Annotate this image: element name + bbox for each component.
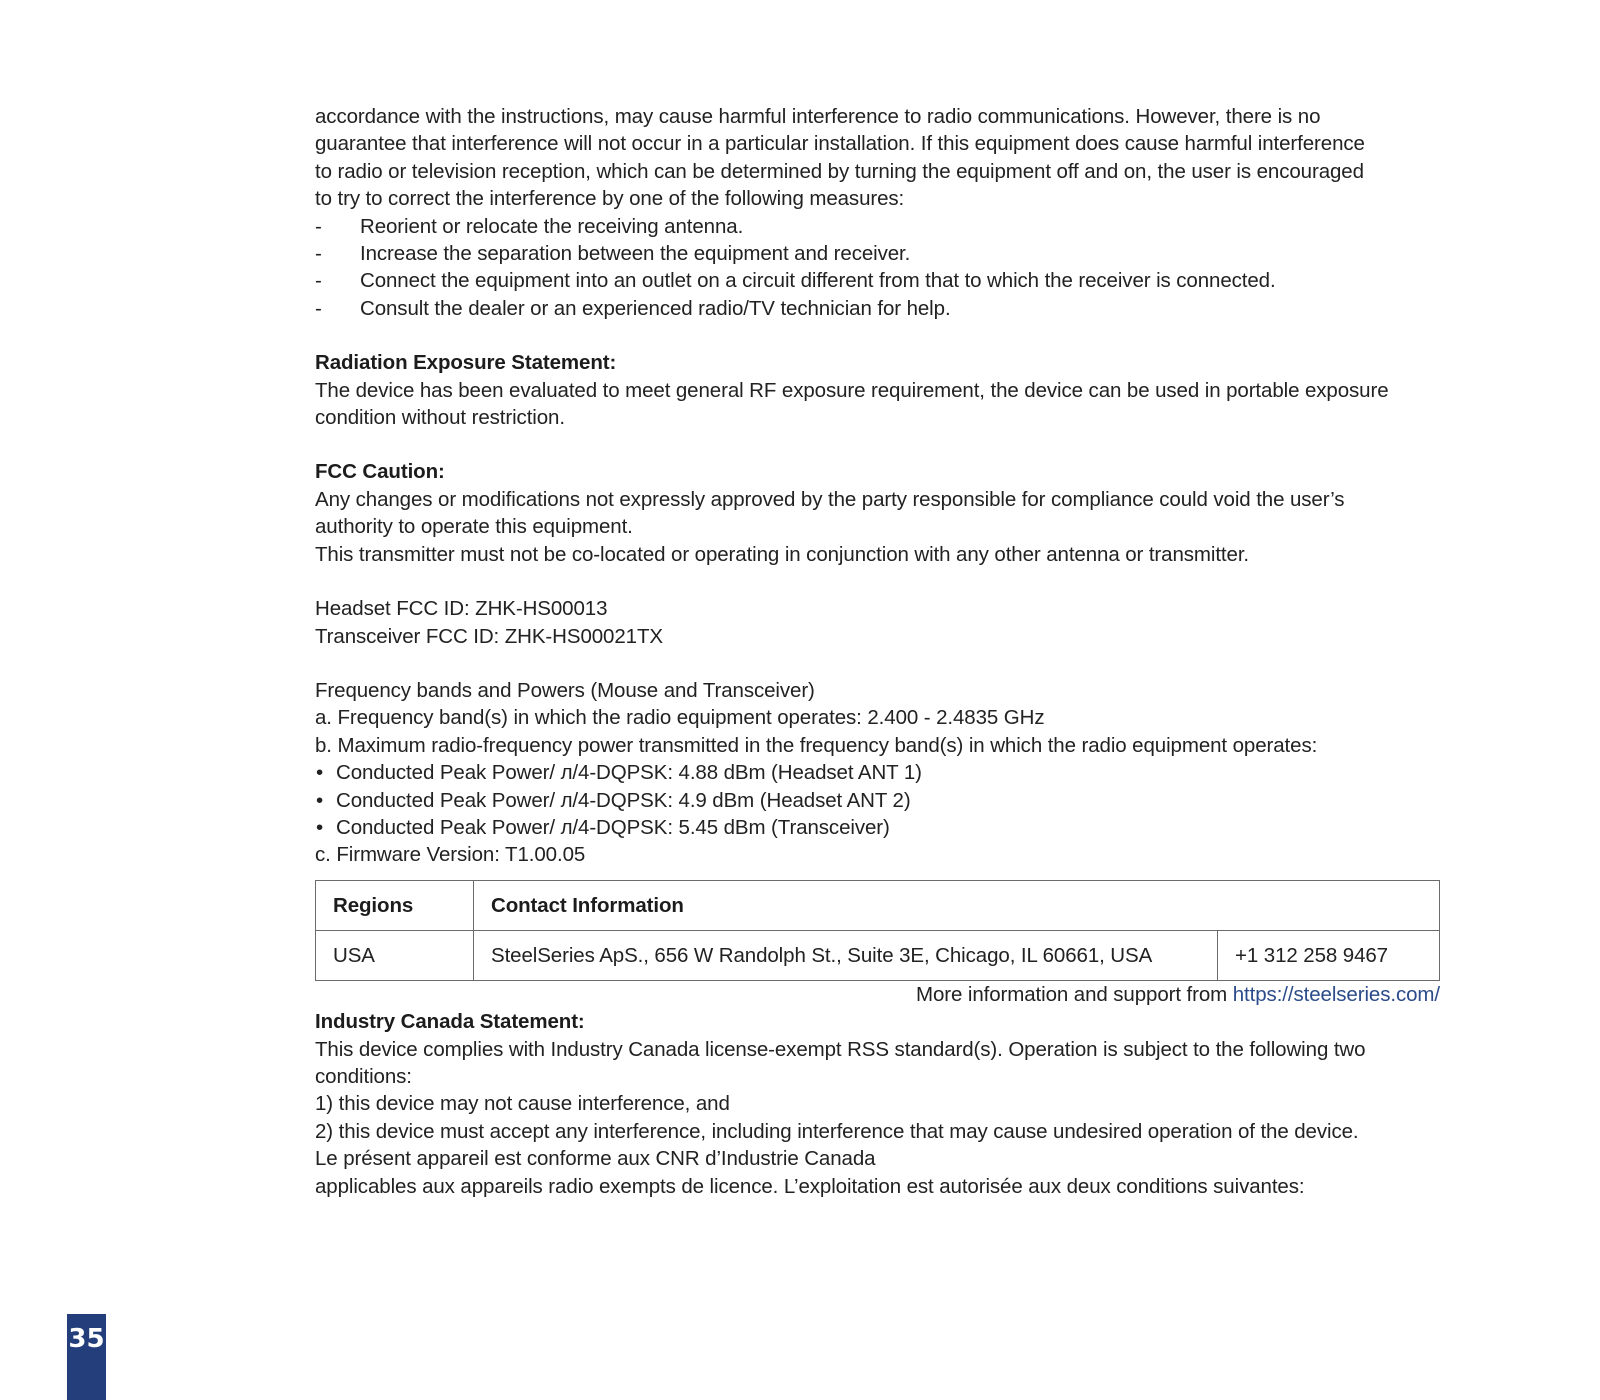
industry-canada-line: 1) this device may not cause interference, and bbox=[315, 1092, 730, 1116]
cell-phone: +1 312 258 9467 bbox=[1218, 930, 1440, 980]
measure-list-item bbox=[315, 267, 1440, 294]
max-power-line: b. Maximum radio-frequency power transmitted in the frequency band(s) in which the radio equipment operates: bbox=[315, 733, 1318, 757]
power-list-item bbox=[315, 759, 1440, 786]
power-list-item bbox=[315, 814, 1440, 841]
radiation-heading: Radiation Exposure Statement: bbox=[315, 351, 617, 375]
document-body bbox=[315, 103, 1440, 1200]
radiation-line: condition without restriction. bbox=[315, 406, 565, 430]
measure-text: Consult the dealer or an experienced radio/TV technician for help. bbox=[360, 296, 951, 320]
measure-text: Reorient or relocate the receiving antenna. bbox=[360, 214, 744, 238]
fcc-caution-line: Any changes or modifications not expressly approved by the party responsible for compliance could void the user’s bbox=[315, 487, 1345, 511]
bullet-marker: • bbox=[316, 788, 324, 812]
more-info-text: More information and support from bbox=[915, 982, 1233, 1006]
header-regions: Regions bbox=[316, 880, 474, 930]
fcc-caution-heading: FCC Caution: bbox=[315, 460, 445, 484]
table-header-row bbox=[316, 880, 1440, 930]
industry-canada-line: This device complies with Industry Canada license-exempt RSS standard(s). Operation is subject to the following two bbox=[315, 1037, 1366, 1061]
firmware-version: c. Firmware Version: T1.00.05 bbox=[315, 843, 586, 867]
power-list-item bbox=[315, 787, 1440, 814]
intro-line: guarantee that interference will not occur in a particular installation. If this equipment does cause harmful interference bbox=[315, 132, 1365, 156]
spacer bbox=[315, 431, 1440, 458]
table-row bbox=[316, 930, 1440, 980]
page-number-tab bbox=[67, 1314, 106, 1400]
dash-marker: - bbox=[315, 296, 322, 320]
dash-marker: - bbox=[315, 242, 322, 266]
measure-list-item bbox=[315, 295, 1440, 322]
industry-canada-line: applicables aux appareils radio exempts de licence. L’exploitation est autorisée aux deux conditions suivantes: bbox=[315, 1174, 1305, 1198]
intro-line: to radio or television reception, which can be determined by turning the equipment off and on, the user is encouraged bbox=[315, 159, 1364, 183]
fcc-caution-line: This transmitter must not be co-located or operating in conjunction with any other antenna or transmitter. bbox=[315, 542, 1250, 566]
measure-text: Increase the separation between the equipment and receiver. bbox=[360, 242, 911, 266]
more-info-line bbox=[315, 981, 1440, 1008]
bullet-marker: • bbox=[316, 815, 324, 839]
transceiver-fcc-id: Transceiver FCC ID: ZHK-HS00021TX bbox=[315, 624, 663, 648]
spacer bbox=[315, 568, 1440, 595]
headset-fcc-id: Headset FCC ID: ZHK-HS00013 bbox=[315, 597, 608, 621]
power-text: Conducted Peak Power/ л/4-DQPSK: 4.9 dBm (Headset ANT 2) bbox=[336, 788, 911, 812]
power-text: Conducted Peak Power/ л/4-DQPSK: 4.88 dBm (Headset ANT 1) bbox=[336, 761, 922, 785]
header-contact-information: Contact Information bbox=[474, 880, 1440, 930]
radiation-line: The device has been evaluated to meet general RF exposure requirement, the device can be used in portable exposure bbox=[315, 378, 1389, 402]
power-text: Conducted Peak Power/ л/4-DQPSK: 5.45 dBm (Transceiver) bbox=[336, 815, 890, 839]
cell-address: SteelSeries ApS., 656 W Randolph St., Suite 3E, Chicago, IL 60661, USA bbox=[474, 930, 1218, 980]
spacer bbox=[315, 322, 1440, 349]
measure-list-item bbox=[315, 240, 1440, 267]
steelseries-link[interactable]: https://steelseries.com/ bbox=[1232, 982, 1440, 1006]
measure-text: Connect the equipment into an outlet on a circuit different from that to which the receiver is connected. bbox=[360, 269, 1276, 293]
industry-canada-heading: Industry Canada Statement: bbox=[315, 1010, 585, 1034]
fcc-caution-line: authority to operate this equipment. bbox=[315, 515, 633, 539]
frequency-title: Frequency bands and Powers (Mouse and Transceiver) bbox=[315, 678, 815, 702]
dash-marker: - bbox=[315, 214, 322, 238]
page-number: 35 bbox=[68, 1324, 105, 1354]
industry-canada-line: 2) this device must accept any interference, including interference that may cause undesired operation of the device. bbox=[315, 1119, 1359, 1143]
cell-region: USA bbox=[316, 930, 474, 980]
industry-canada-line: Le présent appareil est conforme aux CNR d’Industrie Canada bbox=[315, 1147, 876, 1171]
measure-list-item bbox=[315, 213, 1440, 240]
industry-canada-line: conditions: bbox=[315, 1064, 412, 1088]
dash-marker: - bbox=[315, 269, 322, 293]
contact-table bbox=[315, 880, 1440, 981]
intro-line: accordance with the instructions, may cause harmful interference to radio communications. However, there is no bbox=[315, 105, 1321, 128]
frequency-band: a. Frequency band(s) in which the radio equipment operates: 2.400 - 2.4835 GHz bbox=[315, 706, 1045, 730]
intro-line: to try to correct the interference by one of the following measures: bbox=[315, 187, 905, 211]
spacer bbox=[315, 650, 1440, 677]
bullet-marker: • bbox=[316, 761, 324, 785]
